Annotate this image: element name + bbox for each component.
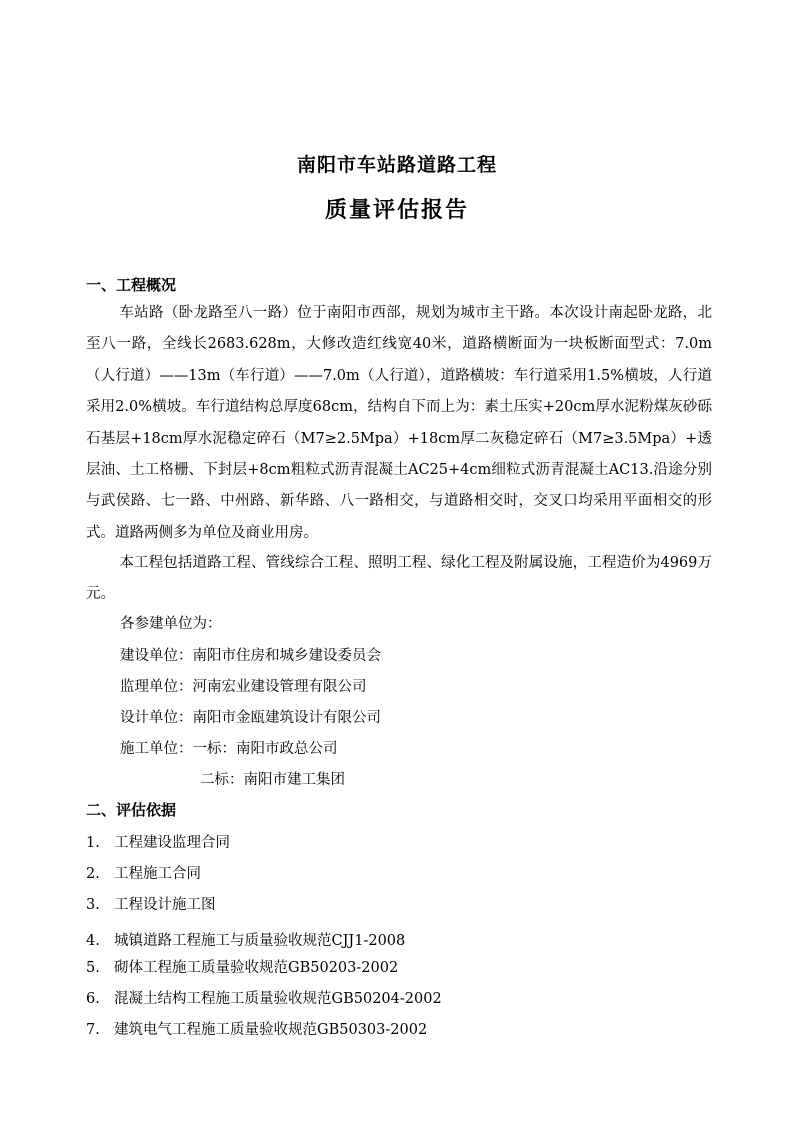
supervision-unit: 监理单位：河南宏业建设管理有限公司 bbox=[120, 679, 367, 695]
list-item bbox=[86, 929, 405, 950]
list-number: 2. bbox=[86, 866, 100, 882]
list-number: 7. bbox=[86, 1022, 100, 1038]
section-heading-basis: 二、评估依据 bbox=[86, 801, 177, 819]
overview-paragraph-1: 车站路（卧龙路至八一路）位于南阳市西部，规划为城市主干路。本次设计南起卧龙路，北至八一路，全线长2683.628m，大修改造红线宽40米，道路横断面为一块板断面型式：7.0m（人行道）——13m（车行道）——7.0m（人行道），道路横坡：车行道采用1.5%横坡，人行道采用2.0%横坡。车行道结构总厚度68cm，结构自下而上为：素土压实+20cm厚水泥粉煤灰砂砾石基层+18cm厚水泥稳定碎石（M7≥2.5Mpa）+18cm厚二灰稳定碎石（M7≥3.5Mpa）+透层油、土工格栅、下封层+8cm粗粒式沥青混凝土AC25+4cm细粒式沥青混凝土AC13.沿途分别与武侯路、七一路、中州路、新华路、八一路相交，与道路相交时，交叉口均采用平面相交的形式。道路两侧多为单位及商业用房。 bbox=[86, 305, 712, 541]
list-item bbox=[86, 831, 230, 852]
list-text: 混凝土结构工程施工质量验收规范GB50204-2002 bbox=[114, 991, 442, 1007]
construction-unit: 建设单位：南阳市住房和城乡建设委员会 bbox=[120, 648, 381, 664]
contractor-section-2: 二标：南阳市建工集团 bbox=[200, 772, 345, 788]
list-text: 砌体工程施工质量验收规范GB50203-2002 bbox=[114, 960, 399, 976]
list-number: 6. bbox=[86, 991, 100, 1007]
list-item bbox=[86, 862, 201, 883]
list-number: 4. bbox=[86, 933, 100, 949]
list-item bbox=[86, 893, 216, 914]
section-heading-overview: 一、工程概况 bbox=[86, 276, 177, 294]
overview-paragraph-2: 本工程包括道路工程、管线综合工程、照明工程、绿化工程及附属设施，工程造价为4969万元。 bbox=[86, 555, 712, 603]
list-item bbox=[86, 956, 398, 977]
document-title: 南阳市车站路道路工程 bbox=[296, 154, 497, 176]
list-number: 1. bbox=[86, 835, 100, 851]
list-number: 5. bbox=[86, 960, 100, 976]
participants-label: 各参建单位为： bbox=[120, 616, 222, 632]
list-text: 建筑电气工程施工质量验收规范GB50303-2002 bbox=[114, 1022, 428, 1038]
list-text: 工程施工合同 bbox=[114, 866, 201, 882]
list-number: 3. bbox=[86, 897, 100, 913]
list-text: 工程建设监理合同 bbox=[114, 835, 230, 851]
list-item bbox=[86, 987, 442, 1008]
list-item bbox=[86, 1018, 427, 1039]
list-text: 城镇道路工程施工与质量验收规范CJJ1-2008 bbox=[114, 933, 406, 949]
document-subtitle: 质量评估报告 bbox=[324, 197, 469, 223]
design-unit: 设计单位：南阳市金瓯建筑设计有限公司 bbox=[120, 710, 381, 726]
contractor-section-1: 施工单位：一标：南阳市政总公司 bbox=[120, 741, 338, 757]
list-text: 工程设计施工图 bbox=[114, 897, 216, 913]
